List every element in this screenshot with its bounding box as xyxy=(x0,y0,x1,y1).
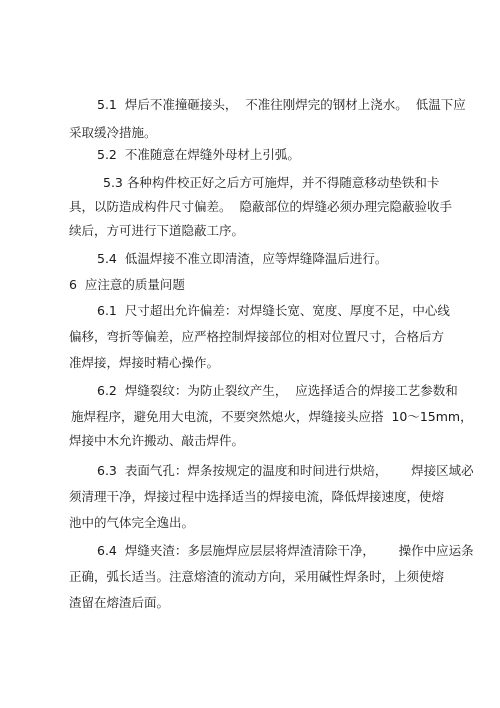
para-6-2-line-3: 焊接中木允许搬动、敲击焊件。 xyxy=(69,433,245,448)
para-5-3-line-1: 5.3 各种构件校正好之后方可施焊，并不得随意移动垫铁和卡 xyxy=(103,175,440,190)
para-6-2-line-1: 6.2 焊缝裂纹：为防止裂纹产生， 应选择适合的焊接工艺参数和 xyxy=(97,383,458,398)
para-5-1-line-1: 5.1 焊后不准撞砸接头， 不准往刚焊完的钢材上浇水。 低温下应 xyxy=(97,97,466,112)
para-5-3-line-2: 具，以防造成构件尺寸偏差。 隐蔽部位的焊缝必须办理完隐蔽验收手 xyxy=(69,199,452,214)
para-5-4-line-1: 5.4 低温焊接不准立即清渣，应等焊缝降温后进行。 xyxy=(97,251,388,266)
para-6-3-line-1: 6.3 表面气孔：焊条按规定的温度和时间进行烘焙， 焊接区域必 xyxy=(97,463,474,478)
section-6-heading: 6 应注意的质量问题 xyxy=(69,277,185,292)
para-5-2-line-1: 5.2 不准随意在焊缝外母材上引弧。 xyxy=(97,147,300,162)
para-5-3-line-3: 续后，方可进行下道隐蔽工序。 xyxy=(69,223,245,238)
para-6-2-line-2: 施焊程序，避免用大电流，不要突然熄火，焊缝接头应搭 10～15mm， xyxy=(71,409,473,424)
para-6-4-line-3: 渣留在熔渣后面。 xyxy=(69,595,170,610)
para-6-4-line-1: 6.4 焊缝夹渣：多层施焊应层层将焊渣清除干净， 操作中应运条 xyxy=(97,543,474,558)
para-6-1-line-3: 准焊接，焊接时精心操作。 xyxy=(69,355,220,370)
para-6-1-line-1: 6.1 尺寸超出允许偏差：对焊缝长宽、宽度、厚度不足，中心线 xyxy=(97,303,450,318)
para-5-1-line-2: 采取缓冷措施。 xyxy=(69,125,157,140)
para-6-1-line-2: 偏移，弯折等偏差，应严格控制焊接部位的相对位置尺寸，合格后方 xyxy=(69,329,445,344)
para-6-3-line-2: 须清理干净，焊接过程中选择适当的焊接电流，降低焊接速度，使熔 xyxy=(69,489,445,504)
para-6-4-line-2: 正确，弧长适当。注意熔渣的流动方向，采用碱性焊条时，上须使熔 xyxy=(69,569,445,584)
para-6-3-line-3: 池中的气体完全逸出。 xyxy=(69,515,195,530)
